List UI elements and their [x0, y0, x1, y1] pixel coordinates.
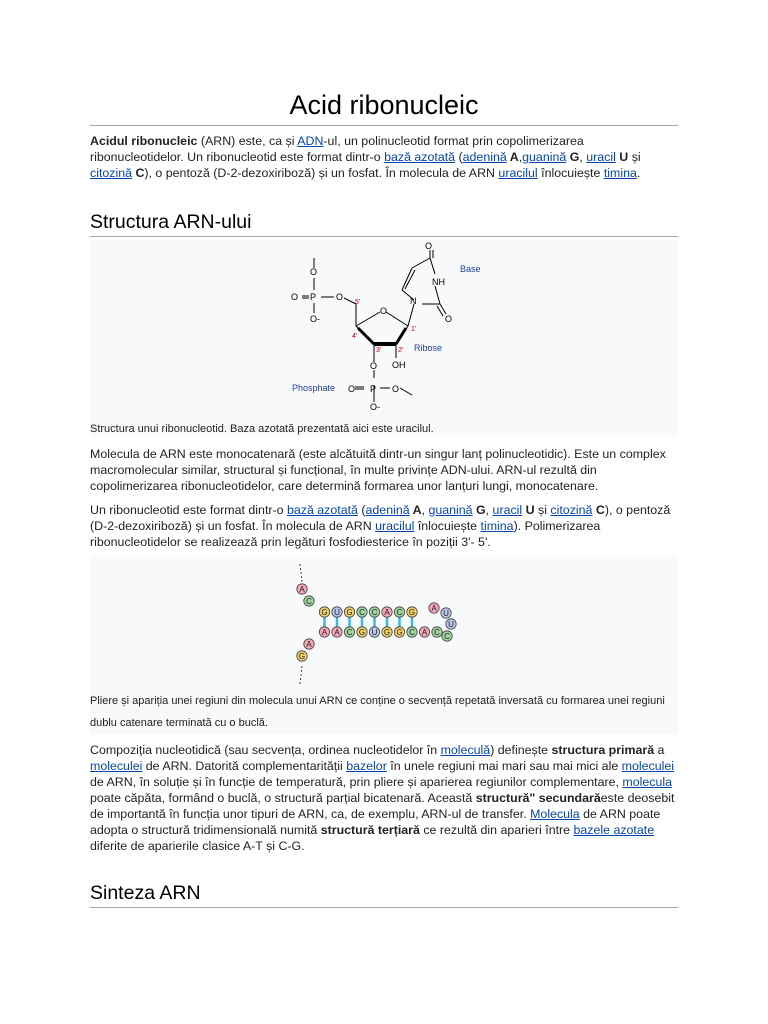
figure-caption: Pliere și apariția unei regiuni din molecula unui ARN ce conține o secvență repetată inversată cu formarea unei regiuni dublu catenare terminată cu o buclă.: [90, 695, 665, 729]
ribonucleotide-diagram: [90, 240, 678, 416]
oxygen-label: O: [348, 384, 356, 394]
nh-label: NH: [432, 277, 445, 287]
phosphorus-label: P: [370, 384, 377, 394]
page-title: Acid ribonucleic: [289, 90, 479, 120]
nucleotide-letter: C: [306, 597, 312, 606]
oxygen-label: O: [336, 292, 344, 302]
link-bazelor[interactable]: bazelor: [346, 759, 387, 773]
carbon-3-label: 3': [376, 347, 382, 354]
oxygen-anion-label: O-: [370, 402, 380, 412]
link-uracilul[interactable]: uracilul: [375, 519, 415, 533]
nucleotide-letter: G: [321, 608, 328, 617]
oxygen-anion-label: O-: [310, 314, 320, 324]
link-guanina[interactable]: guanină: [428, 503, 473, 517]
oxygen-label: O: [291, 292, 299, 302]
figure-caption: Structura unui ribonucleotid. Baza azotată prezentată aici este uracilul.: [90, 423, 434, 435]
figure-hairpin: [90, 556, 678, 734]
link-uracil[interactable]: uracil: [492, 503, 523, 517]
nucleotide-letter: U: [334, 608, 340, 617]
nucleotide-letter: G: [346, 608, 353, 617]
oxygen-label: O: [310, 267, 318, 277]
nucleotide-letter: C: [359, 608, 365, 617]
nucleotide-letter: C: [396, 608, 403, 617]
nucleotide-letter: C: [371, 608, 378, 617]
loop-nucleotide-letter: U: [448, 620, 454, 629]
link-uracilul[interactable]: uracilul: [498, 166, 538, 180]
nucleotide-letter: G: [358, 628, 366, 637]
base-label: Base: [460, 264, 481, 274]
oxygen-label: O: [370, 361, 378, 371]
ribose-label: Ribose: [414, 343, 443, 353]
nucleotide-letter: A: [384, 608, 390, 617]
hairpin-diagram: [90, 556, 678, 686]
link-adenina[interactable]: adenină: [462, 150, 507, 164]
link-timina[interactable]: timina: [603, 166, 637, 180]
link-molecula[interactable]: molecula: [622, 775, 672, 789]
paragraph-molecula: Molecula de ARN este monocatenară (este alcătuită dintr-un singur lanț polinucleotidic). Este un complex macromolecular similar, structural și funcțional, în multe privințe ADN-ului. ARN-ul rezultă din copolimerizarea ribonucleotidelor, care determină formarea unor lanțuri lungi, monocatenare.: [90, 447, 666, 493]
figure-ribonucleotide: [90, 240, 678, 436]
oxygen-label: O: [392, 384, 400, 394]
carbonyl-oxygen-label: O: [425, 241, 433, 251]
link-citozina[interactable]: citozină: [90, 166, 133, 180]
link-moleculei[interactable]: moleculei: [621, 759, 675, 773]
nucleotide-letter: G: [383, 628, 391, 637]
carbon-2-label: 2': [398, 347, 404, 354]
nucleotide-letter: U: [371, 628, 378, 637]
nucleotide-letter: A: [299, 585, 305, 594]
ring-oxygen-label: O: [380, 306, 388, 316]
phosphorus-label: P: [310, 292, 317, 302]
link-molecula[interactable]: Molecula: [530, 807, 580, 821]
link-molecula[interactable]: moleculă: [440, 743, 491, 757]
strand-tail-line: [300, 666, 302, 684]
loop-nucleotide-letter: U: [443, 609, 449, 618]
loop-nucleotide-letter: A: [431, 604, 437, 613]
title-divider: [90, 125, 678, 126]
link-baza-azotata[interactable]: bază azotată: [384, 150, 456, 164]
section-divider: [90, 236, 678, 237]
carbon-5-label: 5': [355, 299, 361, 306]
carbonyl-oxygen-label: O: [445, 314, 453, 324]
link-uracil[interactable]: uracil: [586, 150, 616, 164]
link-timina[interactable]: timina: [480, 519, 514, 533]
link-moleculei[interactable]: moleculei: [90, 759, 143, 773]
intro-paragraph: Acidul ribonucleic (ARN) este, ca și ADN-ul, un polinucleotid format prin copolimerizarea ribonucleotidelor. Un ribonucleotid este format dintr-o bază azotată (adenină A,guanină G, uracil U și citozină C), o pentoză (D-2-dezoxiriboză) și un fosfat. În molecula de ARN uracilul înlocuiește timina.: [90, 134, 641, 180]
link-citozina[interactable]: citozină: [550, 503, 593, 517]
link-guanina[interactable]: guanină: [522, 150, 567, 164]
tail-nucleotide-letter: A: [306, 640, 312, 649]
link-bazele-azotate[interactable]: bazele azotate: [573, 823, 655, 837]
nitrogen-label: N: [410, 296, 417, 306]
nucleotide-letter: C: [434, 628, 440, 637]
carbon-1-label: 1': [411, 326, 417, 333]
nucleotide-letter: C: [409, 628, 415, 637]
nucleotide-letter: A: [421, 628, 428, 637]
link-baza-azotata[interactable]: bază azotată: [286, 503, 358, 517]
link-adenina[interactable]: adenină: [365, 503, 410, 517]
paragraph-compozitie: Compoziția nucleotidică (sau secvența, ordinea nucleotidelor în moleculă) definește structura primară a moleculei de ARN. Datorită complementarității bazelor în unele regiuni mai mari sau mai mici ale moleculei de ARN, în soluție și în funcție de temperatură, prin pliere și aparierea regiunilor complementare, molecula poate căpăta, formând o buclă, o structură parțial bicatenară. Această structură" secundarăeste deosebit de importantă în funcția unor tipuri de ARN, ca, de exemplu, ARN-ul de transfer. Molecula de ARN poate adopta o structură tridimensională numită structură terțiară ce rezultă din aparieri între bazele azotate diferite de aparierile clasice A-T și C-G.: [90, 743, 675, 853]
phosphate-label: Phosphate: [292, 383, 336, 393]
section-heading-structura: Structura ARN-ului: [90, 211, 252, 233]
section-heading-sinteza: Sinteza ARN: [90, 882, 201, 904]
nucleotide-letter: G: [408, 608, 416, 617]
tail-nucleotide-letter: G: [298, 652, 306, 661]
section-divider: [90, 907, 678, 908]
nucleotide-letter: C: [346, 628, 353, 637]
link-adn[interactable]: ADN: [297, 134, 324, 148]
paragraph-ribonucleotid: Un ribonucleotid este format dintr-o bază azotată (adenină A, guanină G, uracil U și citozină C), o pentoză (D-2-dezoxiriboză) și un fosfat. În molecula de ARN uracilul înlocuiește timina). Polimerizarea ribonucleotidelor se realizează prin legături fosfodiesterice în poziții 3'- 5'.: [90, 503, 671, 549]
hydroxyl-label: OH: [392, 360, 406, 370]
carbon-4-label: 4': [352, 333, 358, 340]
nucleotide-letter: A: [321, 628, 328, 637]
loop-nucleotide-letter: C: [444, 632, 450, 641]
nucleotide-letter: A: [334, 628, 340, 637]
nucleotide-letter: G: [396, 628, 403, 637]
strand-tail-line: [300, 564, 302, 582]
